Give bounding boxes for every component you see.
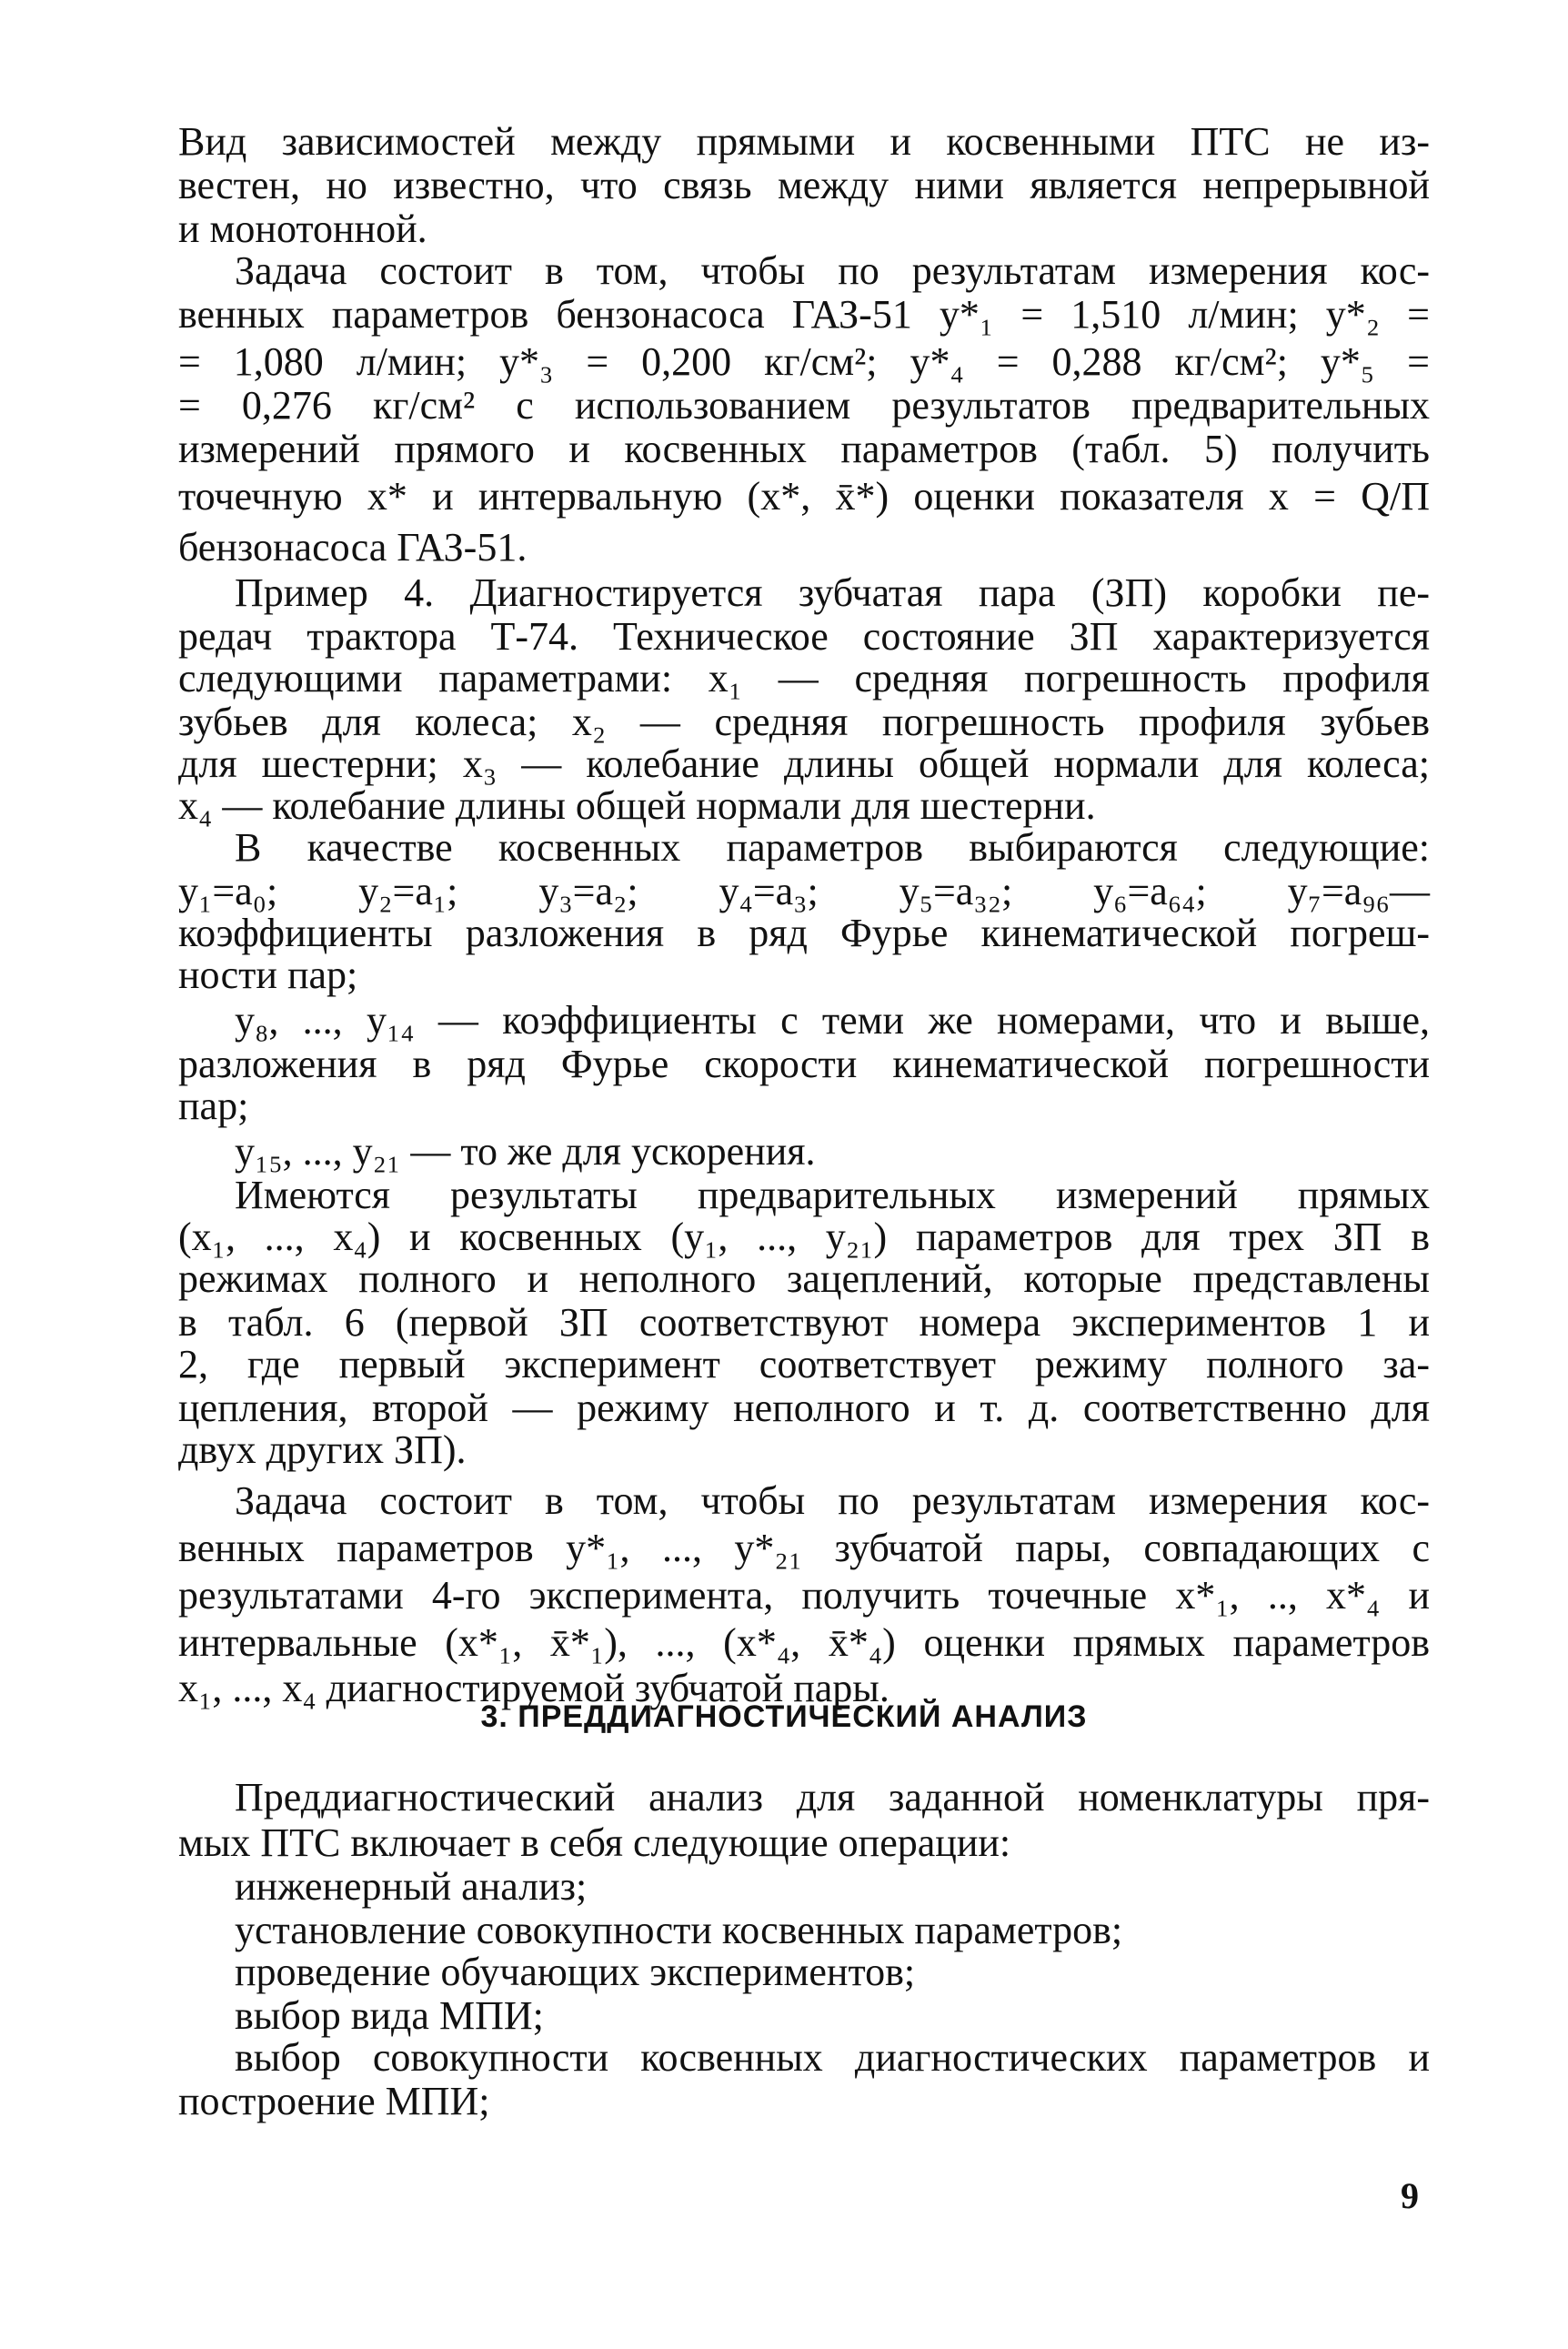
text-line: результатами 4-го эксперимента, получить точечные x*₁, .., x*₄ и	[178, 1573, 1430, 1618]
text-line: В качестве косвенных параметров выбираются следующие:	[235, 825, 1430, 870]
text-line: = 0,276 кг/см² с использованием результатов предварительных	[178, 383, 1430, 428]
text-line: x₄ — колебание длины общей нормали для шестерни.	[178, 783, 1096, 828]
list-item: выбор вида МПИ;	[235, 1993, 544, 2038]
section-heading: 3. ПРЕДДИАГНОСТИЧЕСКИЙ АНАЛИЗ	[480, 1699, 1088, 1734]
text-line: редач трактора Т-74. Техническое состояние ЗП характеризуется	[178, 614, 1430, 659]
text-line: y₈, ..., y₁₄ — коэффициенты с теми же номерами, что и выше,	[235, 998, 1430, 1043]
text-line: Пример 4. Диагностируется зубчатая пара (ЗП) коробки пе-	[235, 570, 1430, 615]
text-line: для шестерни; x₃ — колебание длины общей нормали для колеса;	[178, 741, 1430, 786]
text-line: зубьев для колеса; x₂ — средняя погрешность профиля зубьев	[178, 700, 1430, 744]
text-line: и монотонной.	[178, 207, 427, 251]
text-line: точечную x* и интервальную (x*, x̄*) оценки показателя x = Q/П	[178, 474, 1430, 519]
text-line: бензонасоса ГАЗ-51.	[178, 525, 528, 570]
text-line: разложения в ряд Фурье скорости кинематической погрешности	[178, 1042, 1430, 1086]
text-line: венных параметров y*₁, ..., y*₂₁ зубчатой пары, совпадающих с	[178, 1526, 1430, 1570]
text-line: измерений прямого и косвенных параметров (табл. 5) получить	[178, 427, 1430, 471]
text-line: x₁, ..., x₄ диагностируемой зубчатой пары.	[178, 1666, 890, 1710]
list-item: проведение обучающих экспериментов;	[235, 1950, 916, 1994]
text-line: = 1,080 л/мин; y*₃ = 0,200 кг/см²; y*₄ = 0,288 кг/см²; y*₅ =	[178, 339, 1430, 384]
text-line: мых ПТС включает в себя следующие операции:	[178, 1820, 1011, 1865]
text-line: пар;	[178, 1084, 249, 1128]
text-line: Задача состоит в том, чтобы по результатам измерения кос-	[235, 1478, 1430, 1523]
text-line: коэффициенты разложения в ряд Фурье кинематической погреш-	[178, 911, 1430, 955]
list-item: инженерный анализ;	[235, 1864, 588, 1909]
list-item: установление совокупности косвенных параметров;	[235, 1908, 1123, 1952]
text-line: двух других ЗП).	[178, 1427, 467, 1472]
list-item: выбор совокупности косвенных диагностических параметров и	[235, 2035, 1430, 2080]
text-line: Преддиагностический анализ для заданной номенклатуры пря-	[235, 1775, 1430, 1820]
text-line: y₁₅, ..., y₂₁ — то же для ускорения.	[235, 1129, 816, 1174]
list-item: построение МПИ;	[178, 2079, 490, 2123]
text-line: Имеются результаты предварительных измерений прямых	[235, 1173, 1430, 1217]
text-line: Вид зависимостей между прямыми и косвенными ПТС не из-	[178, 119, 1430, 164]
text-line: ности пар;	[178, 953, 358, 997]
text-line: режимах полного и неполного зацеплений, которые представлены	[178, 1256, 1430, 1301]
text-line: следующими параметрами: x₁ — средняя погрешность профиля	[178, 656, 1430, 701]
text-line: венных параметров бензонасоса ГАЗ-51 y*₁ = 1,510 л/мин; y*₂ =	[178, 292, 1430, 337]
page-number: 9	[1401, 2175, 1419, 2216]
text-line: y₁=a₀; y₂=a₁; y₃=a₂; y₄=a₃; y₅=a₃₂; y₆=a₆₄; y₇=a₉₆—	[178, 869, 1430, 913]
text-line: Задача состоит в том, чтобы по результатам измерения кос-	[235, 248, 1430, 293]
text-line: интервальные (x*₁, x̄*₁), ..., (x*₄, x̄*₄) оценки прямых параметров	[178, 1620, 1430, 1665]
text-line: вестен, но известно, что связь между ними является непрерывной	[178, 163, 1430, 207]
text-line: цепления, второй — режиму неполного и т. д. соответственно для	[178, 1386, 1430, 1430]
text-line: 2, где первый эксперимент соответствует режиму полного за-	[178, 1342, 1430, 1386]
text-line: (x₁, ..., x₄) и косвенных (y₁, ..., y₂₁) параметров для трех ЗП в	[178, 1215, 1430, 1259]
text-line: в табл. 6 (первой ЗП соответствуют номера экспериментов 1 и	[178, 1300, 1430, 1345]
